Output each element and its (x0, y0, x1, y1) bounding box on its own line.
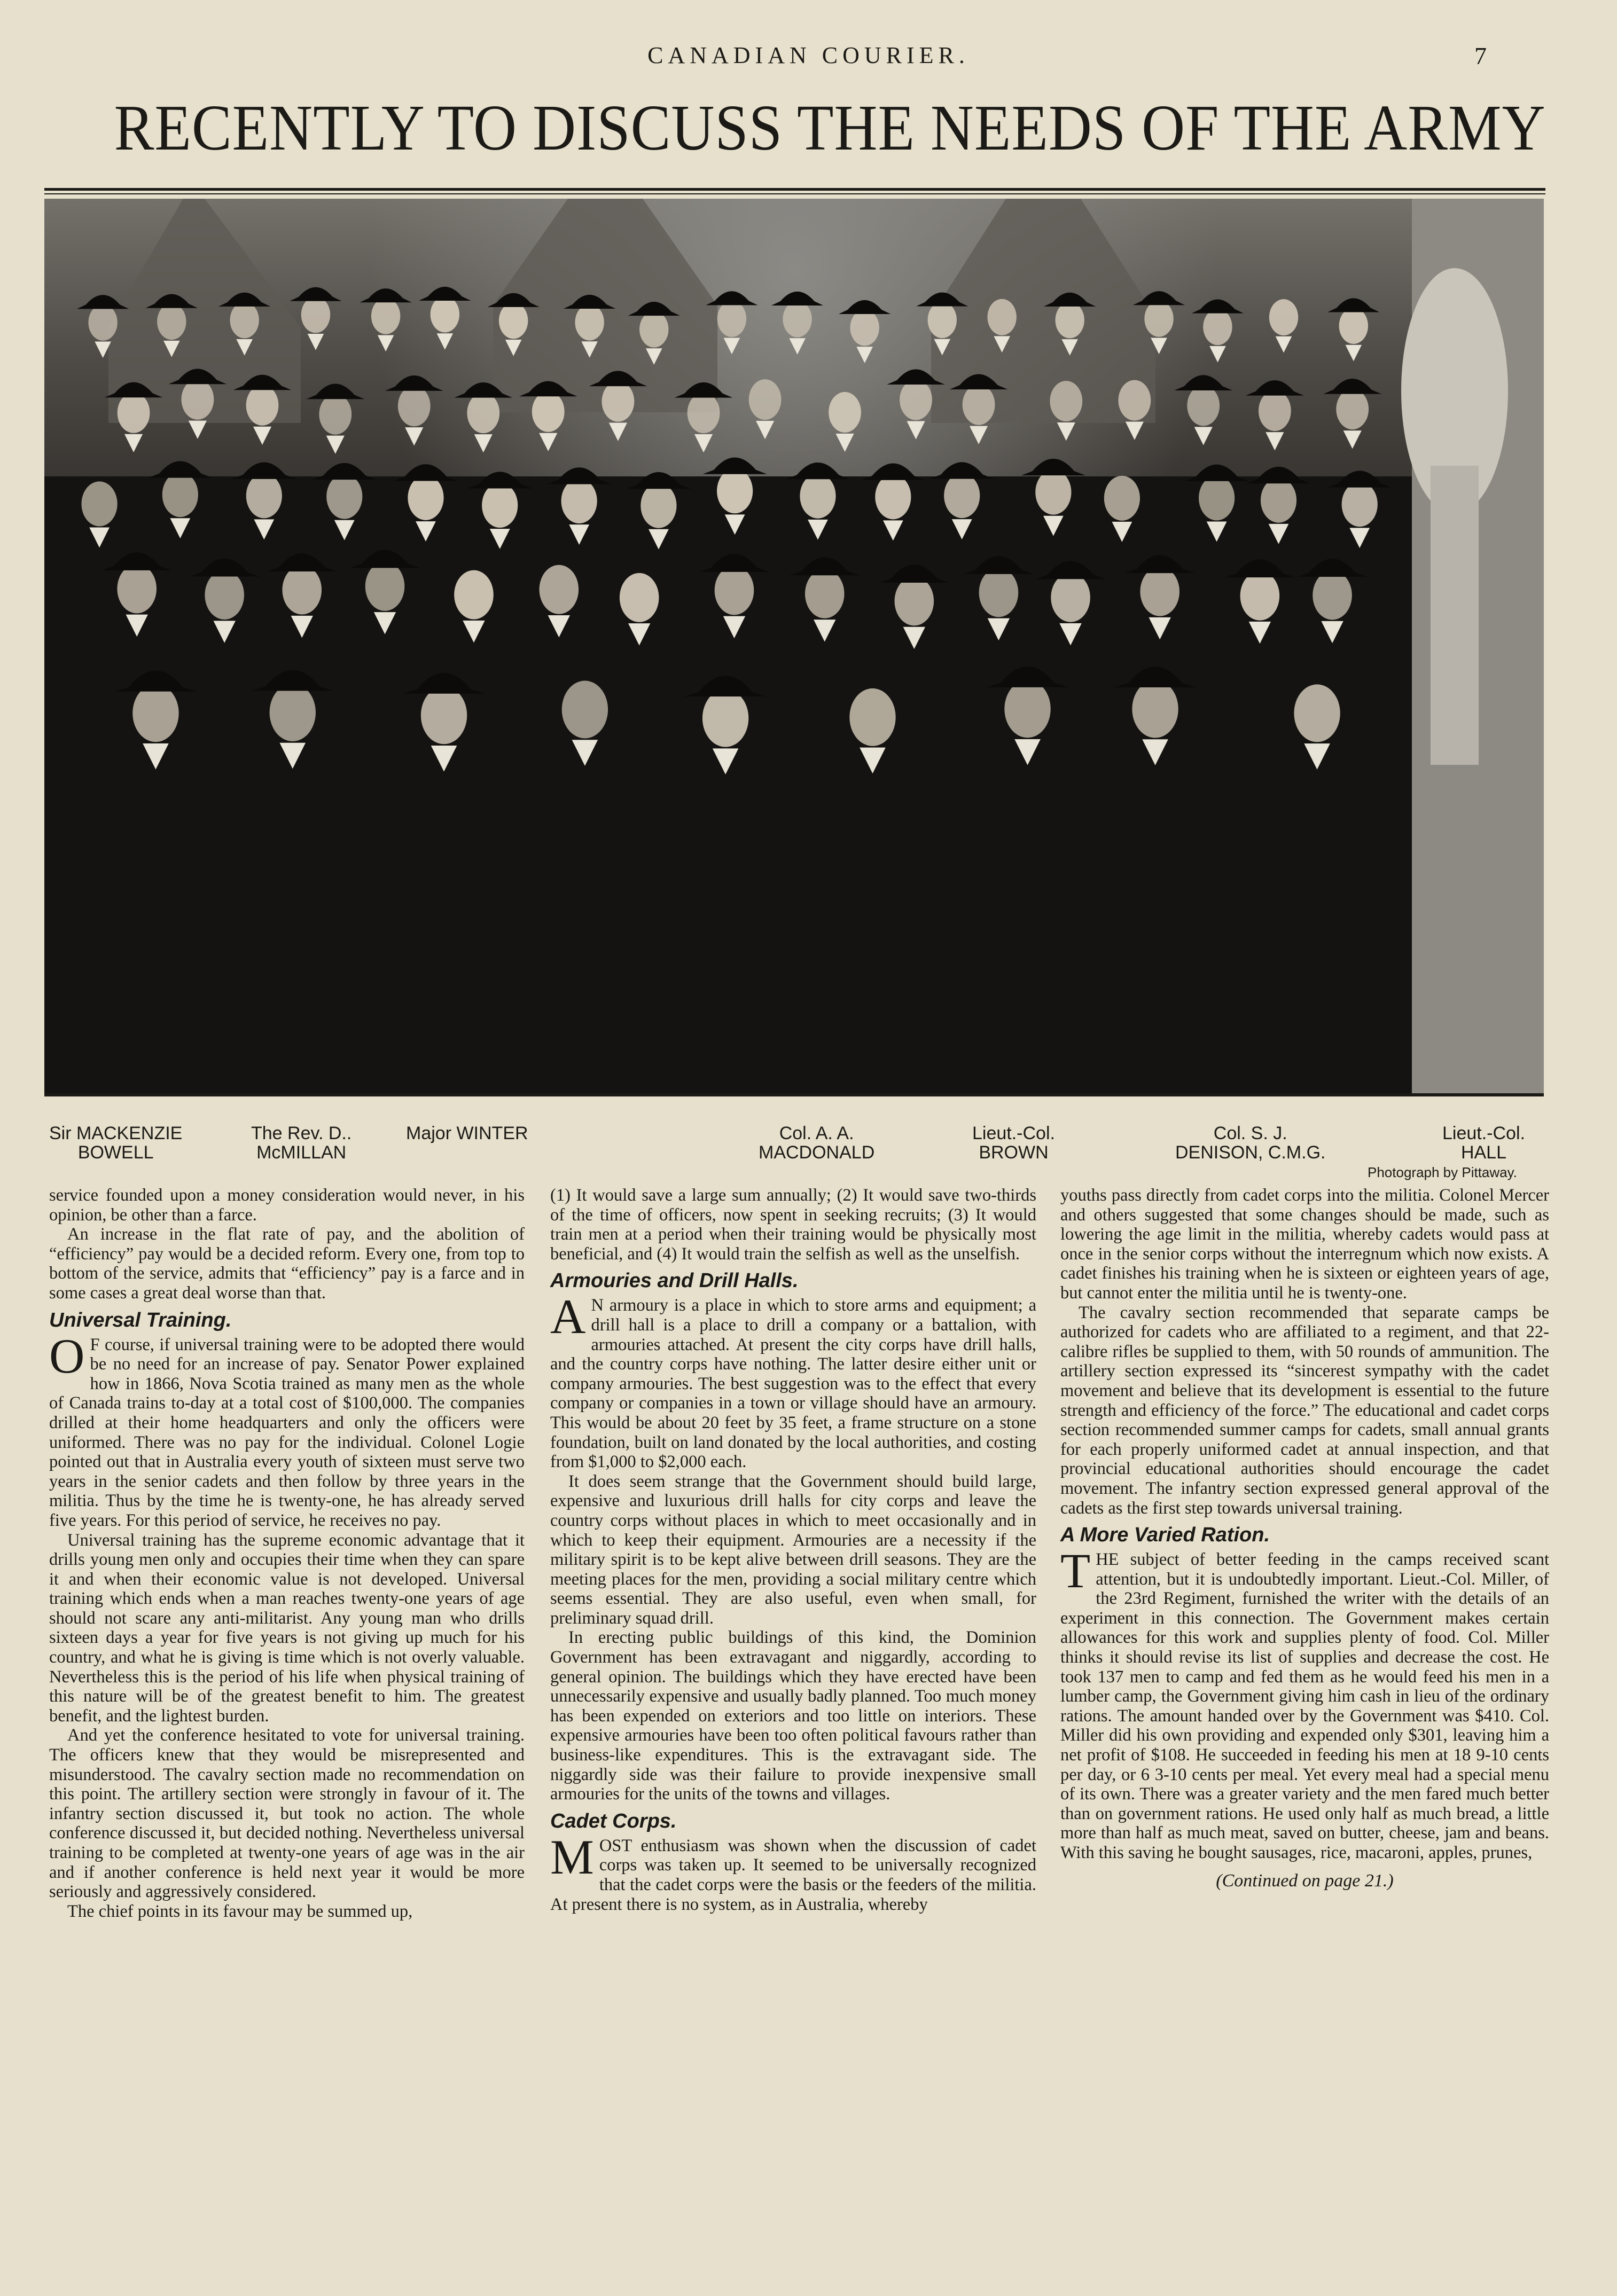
caption-winter (406, 1124, 528, 1143)
caption-text: Col. S. J. DENISON, C.M.G. (1175, 1123, 1326, 1163)
paragraph: It does seem strange that the Government should build large, expensive and luxurious drill halls for city corps and leave the country corps without places in which to meet occasionally and in which to keep their equipment. Armouries are a necessity if the military spirit is to be kept alive between drill seasons. They are the meeting places for the men, providing a social military centre which seems essential. They are also useful, even when small, for preliminary squad drill. (550, 1471, 1036, 1628)
caption-text: Major WINTER (406, 1123, 528, 1143)
paragraph (550, 1829, 1036, 1914)
caption-brown (972, 1124, 1055, 1162)
column-3 (1060, 1186, 1549, 1891)
page-number: 7 (1474, 42, 1487, 69)
drop-cap: M (550, 1829, 594, 1884)
paragraph: An increase in the flat rate of pay, and the abolition of “efficiency” pay would be a decided reform. Every one, from top to bottom of the service, admits that “efficiency” pay is a farce and in some cases a great deal worse than that. (49, 1225, 525, 1303)
caption-denison (1175, 1124, 1325, 1162)
paragraph (49, 1328, 525, 1531)
paragraph (550, 1289, 1036, 1472)
caption-text: Lieut.-Col. HALL (1442, 1123, 1525, 1163)
caption-bowell (49, 1124, 182, 1162)
paragraph: In erecting public buildings of this kind, the Dominion Government has been extravagant and niggardly, according to general opinion. The buildings which they have erected have been unnecessarily expensive and usually badly planned. Too much money has been expended on exteriors and too little on interiors. These expensive armouries have been too often political favours rather than business-like expenditures. This is the extravagant side. The niggardly side was their failure to provide inexpensive small armouries for the units of the towns and villages. (550, 1628, 1036, 1804)
continued-note: (Continued on page 21.) (1216, 1870, 1394, 1891)
group-photograph (44, 199, 1544, 1096)
subheading: Cadet Corps. (550, 1809, 677, 1832)
subheading: Armouries and Drill Halls. (550, 1270, 799, 1292)
paragraph: The cavalry section recommended that separate camps be authorized for cadets who are affiliated to a regiment, and that 22-calibre rifles be supplied to them, with 50 rounds of ammunition. The artillery section expressed its “sincerest sympathy with the cadet movement and believe that its development is essential to the future strength and efficiency of the force.” The educational and cadet corps section recommended summer camps for cadets, small annual grants for each properly uniformed cadet at annual inspection, and that provincial educational authorities should encourage the cadet movement. The infantry section expressed general approval of the cadets as the first step towards universal training. (1060, 1303, 1549, 1518)
photograph-image (44, 199, 1544, 1093)
paragraph-text: F course, if universal training were to be adopted there would be no need for an increase of pay. Senator Power explained how in 1866, Nova Scotia trained as many men as the whole of Canada trains to-day at a total cost of $100,000. The companies drilled at their home headquarters and only the officers were uniformed. There was no pay for the individual. Colonel Logie pointed out that in Australia every youth of sixteen must serve two years in the senior cadets and then follow by three years in the militia. Thus by the time he is twenty-one, he has already served five years. For this period of service, he receives no pay. (49, 1335, 525, 1530)
paragraph: service founded upon a money consideration would never, in his opinion, be other than a farce. (49, 1186, 525, 1225)
subheading: A More Varied Ration. (1060, 1524, 1270, 1547)
running-head: CANADIAN COURIER. (647, 42, 970, 68)
paragraph-text: N armoury is a place in which to store arms and equipment; a drill hall is a place to drill a company or a battalion, with armouries attached. At present the city corps have drill halls, and the country corps have nothing. The latter desire either unit or company armouries. The best suggestion was to the effect that every company or companies in a town or village should have an armoury. This would be about 20 feet by 35 feet, a frame structure on a stone foundation, built on land donated by the local authorities, and costing from $1,000 to $2,000 each. (550, 1296, 1036, 1472)
photo-credit: Photograph by Pittaway. (1368, 1164, 1517, 1180)
caption-text: Col. A. A. MACDONALD (759, 1123, 875, 1163)
paragraph: The chief points in its favour may be summed up, (67, 1901, 413, 1921)
caption-macdonald (759, 1124, 874, 1162)
subheading: Universal Training. (49, 1308, 232, 1331)
headline-rule (44, 188, 1545, 191)
paragraph: Universal training has the supreme economic advantage that it drills young men only and occupies their time when they can spare it and when their economic value is not developed. Universal training which ends when a man reaches twenty-one years of age should not scare any anti-militarist. Any young man who drills sixteen days a year for five years is not giving up much for his country, and what he is giving is time which is not overly valuable. Nevertheless this is the period of his life when physical training of this nature will be of the greatest benefit to him. The greatest benefit, and the lightest burden. (49, 1530, 525, 1726)
paragraph-text: HE subject of better feeding in the camps received scant attention, but it is undoubtedly important. Lieut.-Col. Miller, of the 23rd Regiment, furnished the writer with the details of an experiment in this connection. The Government makes certain allowances for this work and supplies plenty of food. Col. Miller thinks it should revise its list of supplies and decrease the cost. He took 137 men to camp and fed them as he would feed his men in a lumber camp, the Government giving him cash in lieu of the ordinary rations. The amount handed over by the Government was $410. Col. Miller did his own providing and expended only $301, leaving him a net profit of $108. He succeeded in feeding his men at 18 9-10 cents per day, or 6 3-10 cents per meal. Yet every meal had a special menu of its own. There was a greater variety and the men fared much better than on government rations. He used only half as much bread, a little more than half as much meat, saved on butter, cheese, jam and beans. With this saving he bought sausages, rice, macaroni, apples, prunes, (1060, 1550, 1549, 1862)
paragraph-text: OST enthusiasm was shown when the discussion of cadet corps was taken up. It seemed to be universally recognized that the cadet corps were the basis or the feeders of the militia. At present there is no system, as in Australia, whereby (550, 1836, 1036, 1914)
caption-mcmillan (251, 1124, 351, 1162)
paragraph: And yet the conference hesitated to vote for universal training. The officers knew that they would be misrepresented and misunderstood. The cavalry section made no recommendation on this point. The artillery section were strongly in favour of it. The infantry section discussed it, but took no action. The whole conference discussed it, but decided nothing. Nevertheless universal training to be completed at twenty-one years of age was in the air and if another conference is held next year it would be more seriously and aggressively considered. (49, 1726, 525, 1902)
caption-hall (1442, 1124, 1525, 1162)
drop-cap: A (550, 1289, 586, 1344)
paragraph: (1) It would save a large sum annually; (2) It would save two-thirds of the time of officers, now spent in seeking recruits; (3) It would train men at a period when their training would be physically most beneficial, and (4) It would train the selfish as well as the unselfish. (550, 1186, 1036, 1264)
column-1 (49, 1186, 525, 1921)
drop-cap: O (49, 1328, 85, 1383)
caption-text: Sir MACKENZIE BOWELL (49, 1123, 183, 1163)
caption-text: The Rev. D.. McMILLAN (251, 1123, 352, 1163)
column-2 (550, 1186, 1036, 1914)
headline: RECENTLY TO DISCUSS THE NEEDS OF THE ARMY (114, 92, 1546, 164)
caption-text: Lieut.-Col. BROWN (972, 1123, 1055, 1163)
headline-rule-thin (44, 193, 1545, 194)
paragraph (1060, 1543, 1549, 1863)
paragraph: youths pass directly from cadet corps into the militia. Colonel Mercer and others suggested that some changes should be made, such as lowering the age limit in the militia, whereby cadets would pass at once in the senior corps without the interregnum which now exists. A cadet finishes his training when he is sixteen or eighteen years of age, but cannot enter the militia until he is twenty-one. (1060, 1186, 1549, 1303)
drop-cap: T (1060, 1543, 1091, 1598)
